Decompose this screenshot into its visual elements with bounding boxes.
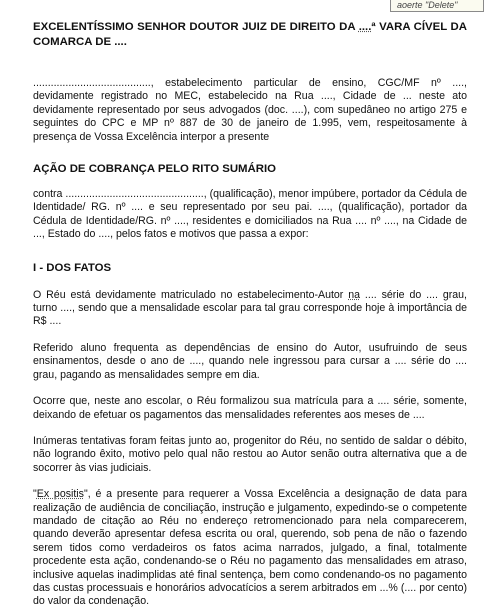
heading-part2: ª VARA CÍVEL DA COMARCA DE .... bbox=[33, 21, 467, 48]
tooltip-text: aoerte "Delete" bbox=[397, 0, 458, 10]
facts-paragraph-3: Ocorre que, neste ano escolar, o Réu formalizou sua matrícula para a .... série, somente, deixando de efetuar os pagamentos das mensalidades referentes aos meses de .... bbox=[33, 395, 467, 421]
p1-marked-text: na bbox=[348, 288, 361, 301]
p1-before: O Réu está devidamente matriculado no estabelecimento-Autor bbox=[33, 288, 349, 301]
against-paragraph: contra ..............................................., (qualificação), menor impúbere, portador da Cédula de Identidade/ RG. nº .... e seu representado por seu pai. ...., (qualificação), portador da Cédula de Identidade/RG. nº ...., residentes e domiciliados na Rua .... nº ...., na Cidade de ..., Estado do ...., pelos fatos e motivos que passa a expor: bbox=[33, 188, 467, 241]
action-title: AÇÃO DE COBRANÇA PELO RITO SUMÁRIO bbox=[33, 163, 277, 176]
facts-paragraph-5 bbox=[33, 488, 467, 609]
p5-after: ", é a presente para requerer a Vossa Excelência a designação de data para realização de audiência de conciliação, instrução e julgamento, expedindo-se o competente mandado de citação ao Réu no endereço retromencionado para nela comparecerem, quando deverão apresentar defesa escrita ou oral, querendo, sob pena de não o fazendo serem tidos como verdadeiros os fatos acima narrados, julgado, a final, totalmente procedente esta ação, condenando-se o Réu no pagamento das mensalidades em atraso, inclusive aquelas inadimplidas até final sentença, bem como condenando-os no pagamento das custas processuais e honorários advocatícios a serem arbitrados em ...% (.... por cento) do valor da condenação. bbox=[33, 488, 468, 608]
heading-part1: EXCELENTÍSSIMO SENHOR DOUTOR JUIZ DE DIREITO DA bbox=[33, 21, 359, 33]
heading-marked-text: .... bbox=[358, 21, 372, 33]
document-page bbox=[33, 20, 467, 609]
section-title-facts: I - DOS FATOS bbox=[33, 261, 112, 274]
intro-paragraph: ........................................, estabelecimento particular de ensino, CGC/MF nº ...., devidamente registrado no MEC, estabelecido na Rua ...., Cidade de ... neste ato devidamente representado por seus advogados (doc. ....), com supedâneo no artigo 275 e seguintes do CPC e MP nº 887 de 30 de janeiro de 1.995, vem, respeitosamente à presença de Vossa Excelência interpor a presente bbox=[33, 77, 467, 143]
document-heading bbox=[33, 20, 467, 50]
p5-latin-term: Ex positis bbox=[36, 488, 84, 501]
p1-after: .... série do .... grau, turno ...., sendo que a mensalidade escolar para tal grau corresponde hoje à importância de R$ .... bbox=[33, 288, 467, 328]
facts-paragraph-1 bbox=[33, 289, 467, 329]
p5-open-quote: " bbox=[33, 488, 37, 501]
facts-paragraph-4: Inúmeras tentativas foram feitas junto ao, progenitor do Réu, no sentido de saldar o débito, não logrando êxito, motivo pelo qual não restou ao Autor senão outra alternativa que a de socorrer às vias judiciais. bbox=[33, 434, 467, 474]
tooltip bbox=[390, 0, 484, 12]
facts-paragraph-2: Referido aluno frequenta as dependências de ensino do Autor, usufruindo de seus ensinamentos, desde o ano de ...., quando nele ingressou para cursar a .... série do .... grau, pagando as mensalidades sempre em dia. bbox=[33, 341, 467, 381]
